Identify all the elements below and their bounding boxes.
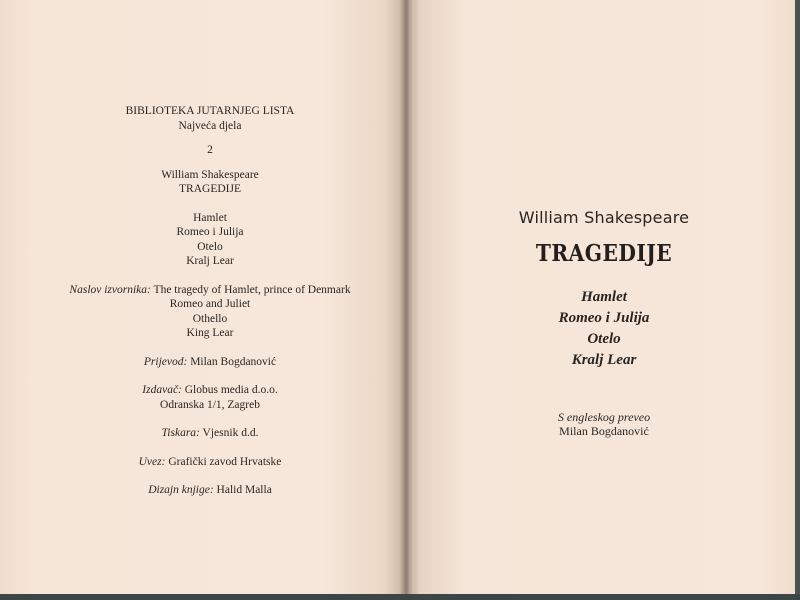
design-value: Halid Malla	[216, 484, 272, 496]
author-name: William Shakespeare	[161, 168, 259, 181]
play-item: Hamlet	[193, 211, 227, 224]
printer-credit	[40, 426, 380, 441]
translated-from: S engleskog preveo	[557, 410, 651, 424]
original-title-item: Romeo and Juliet	[169, 298, 251, 310]
binding-label: Uvez:	[138, 455, 166, 468]
title-main: TRAGEDIJE	[535, 240, 673, 267]
book-heading	[40, 168, 380, 197]
translation-credit	[40, 355, 380, 370]
publisher-value: Globus media d.o.o.	[184, 384, 278, 396]
printer-value: Vjesnik d.d.	[202, 427, 259, 439]
printer-label: Tiskara:	[161, 427, 200, 439]
volume-number	[40, 143, 380, 158]
book-title: TRAGEDIJE	[179, 183, 241, 195]
publisher-address: Odranska 1/1, Zagreb	[160, 398, 260, 411]
design-credit	[40, 483, 380, 498]
play-item: Kralj Lear	[186, 255, 234, 267]
series-block	[40, 104, 380, 133]
translation-label: Prijevod:	[143, 355, 188, 368]
original-title-item: The tragedy of Hamlet, prince of Denmark	[153, 283, 351, 296]
subseries-name: Najveća djela	[178, 119, 242, 132]
binding-credit	[40, 455, 380, 470]
original-title-item: King Lear	[186, 327, 234, 339]
publisher-credit	[40, 383, 380, 412]
title-author: William Shakespeare	[518, 208, 690, 227]
original-title-label: Naslov izvornika:	[69, 283, 151, 296]
bottom-edge	[0, 594, 800, 600]
translation-value: Milan Bogdanović	[190, 355, 277, 368]
plays-list	[40, 211, 380, 269]
play-item: Romeo i Julija	[176, 226, 244, 238]
publisher-label: Izdavač:	[142, 384, 182, 396]
series-name: BIBLIOTEKA JUTARNJEG LISTA	[125, 105, 295, 117]
title-play-item: Kralj Lear	[571, 352, 637, 368]
binding-value: Grafički zavod Hrvatske	[168, 455, 282, 468]
title-play-item: Otelo	[587, 331, 621, 347]
original-title-item: Othello	[192, 312, 228, 325]
design-label: Dizajn knjige:	[148, 484, 214, 496]
original-titles-block	[40, 283, 380, 341]
play-item: Otelo	[197, 240, 223, 253]
title-plays-list	[408, 287, 800, 371]
title-play-item: Hamlet	[581, 289, 627, 305]
title-play-item: Romeo i Julija	[558, 310, 650, 326]
original-title-line	[40, 283, 380, 298]
imprint-block	[40, 104, 380, 512]
translator-name: Milan Bogdanović	[559, 424, 649, 438]
title-page	[408, 205, 800, 438]
translator-credit	[408, 410, 800, 438]
volume-label: 2	[207, 144, 213, 156]
